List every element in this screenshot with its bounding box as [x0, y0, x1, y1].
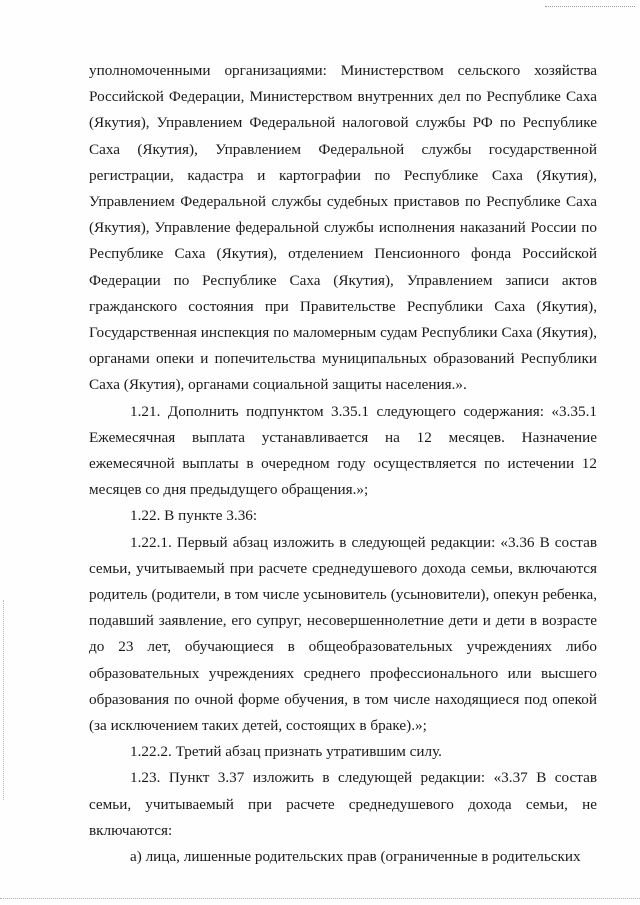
- paragraph-1-23: 1.23. Пункт 3.37 изложить в следующей редакции: «3.37 В состав семьи, учитываемый при расчете среднедушевого дохода семьи, не включаются:: [89, 769, 597, 839]
- paragraph-continuation: уполномоченными организациями: Министерством сельского хозяйства Российской Федерации, Министерством внутренних дел по Республике Саха (Якутия), Управлением Федеральной налоговой службы РФ по Республике Саха (Якутия), Управлением Федеральной службы государственной регистрации, кадастра и картографии по Республике Саха (Якутия), Управлением Федеральной службы судебных приставов по Республике Саха (Якутия), Управление федеральной службы исполнения наказаний России по Республике Саха (Якутия), отделением Пенсионного фонда Российской Федерации по Республике Саха (Якутия), Управлением записи актов гражданского состояния при Правительстве Республики Саха (Якутия), Государственная инспекция по маломерным судам Республики Саха (Якутия), органами опеки и попечительства муниципальных образований Республики Саха (Якутия), органами социальной защиты населения.».: [89, 62, 597, 394]
- paragraph-1-22-2: 1.22.2. Третий абзац признать утратившим силу.: [130, 743, 442, 761]
- paragraph-1-22: 1.22. В пункте 3.36:: [130, 507, 258, 525]
- scan-artifact-top: [545, 6, 635, 8]
- document-body: [89, 58, 597, 870]
- scan-artifact-left: [3, 600, 5, 800]
- paragraph-item-a: а) лица, лишенные родительских прав (ограниченные в родительских: [130, 848, 581, 866]
- paragraph-1-22-1: 1.22.1. Первый абзац изложить в следующей редакции: «3.36 В состав семьи, учитываемый при расчете среднедушевого дохода семьи, включаются родитель (родители, в том числе усыновитель (усыновители), опекун ребенка, подавший заявление, его супруг, несовершеннолетние дети и дети в возрасте до 23 лет, обучающиеся в общеобразовательных учреждениях либо образовательных учреждениях среднего профессионального или высшего образования по очной форме обучения, в том числе находящиеся под опекой (за исключением таких детей, состоящих в браке).»;: [89, 533, 597, 735]
- paragraph-1-21: 1.21. Дополнить подпунктом 3.35.1 следующего содержания: «3.35.1 Ежемесячная выплата устанавливается на 12 месяцев. Назначение ежемесячной выплаты в очередном году осуществляется по истечении 12 месяцев со дня предыдущего обращения.»;: [89, 402, 597, 499]
- scan-artifact-bottom: [0, 898, 640, 900]
